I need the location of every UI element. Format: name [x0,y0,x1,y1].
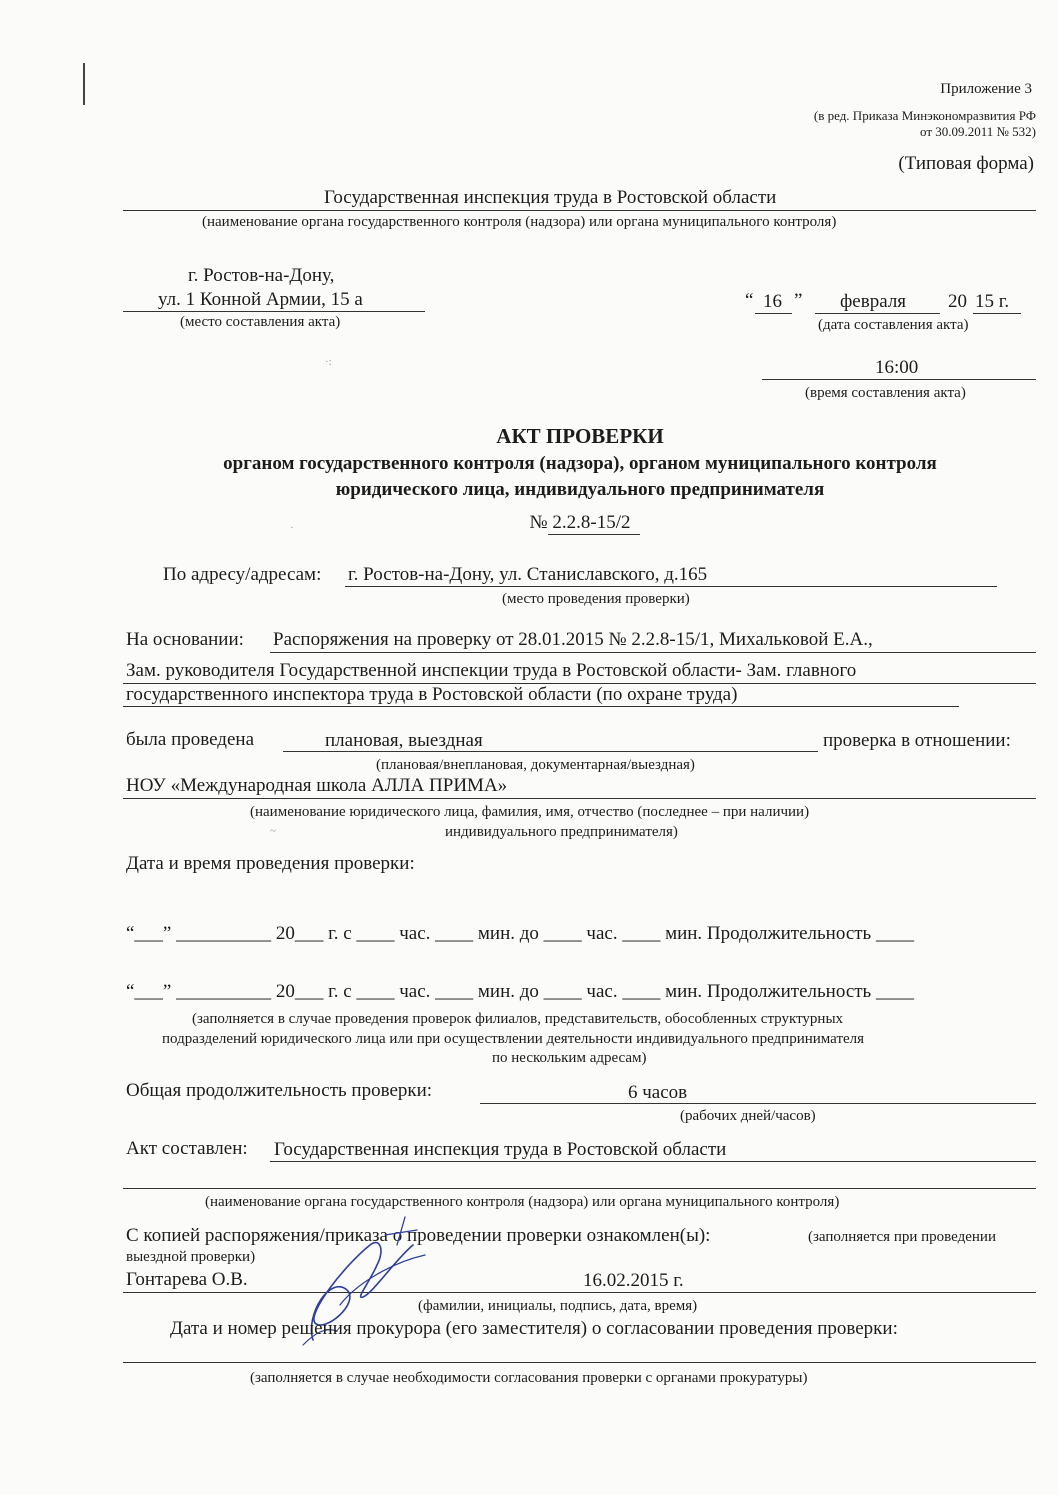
time-value: 16:00 [875,357,919,378]
entity-caption-line1: (наименование юридического лица, фамилия, имя, отчество (последнее – при наличии) [250,804,810,820]
date-year-prefix: 20 [948,291,967,312]
date-close-quote: ” [794,290,803,311]
acquainted-name: Гонтарева О.В. [126,1269,248,1290]
compiled-value: Государственная инспекция труда в Ростовской области [274,1139,727,1160]
compiled-underline1 [270,1161,1036,1162]
date-month-underline [815,313,940,314]
inspection-datetime-row1: “___” __________ 20___ г. с ____ час. ____ мин. до ____ час. ____ мин. Продолжительность ____ [126,923,914,944]
edition-note-line1: (в ред. Приказа Минэкономразвития РФ [813,108,1036,123]
scan-artifact-dot: · [290,522,294,534]
date-month: февраля [840,291,907,312]
inspection-datetime-label: Дата и время проведения проверки: [126,853,415,874]
date-day: 16 [763,291,782,312]
time-caption: (время составления акта) [805,385,966,401]
address-underline [345,586,997,587]
document-number: № 2.2.8-15/2 [529,512,631,533]
duration-label: Общая продолжительность проверки: [126,1080,433,1101]
date-year-suffix: 15 г. [975,291,1010,312]
inspection-datetime-row2: “___” __________ 20___ г. с ____ час. ____ мин. до ____ час. ____ мин. Продолжительность ____ [126,981,914,1002]
time-underline [762,379,1036,380]
date-day-underline [755,313,792,314]
acquainted-caption: (фамилии, инициалы, подпись, дата, время) [418,1298,698,1314]
basis-line1: Распоряжения на проверку от 28.01.2015 № 2.2.8-15/1, Михальковой Е.А., [273,629,873,650]
compiled-underline2 [123,1188,1036,1189]
compiled-caption: (наименование органа государственного контроля (надзора) или органа муниципального контроля) [205,1194,840,1210]
duration-underline [480,1103,1036,1104]
prosecutor-caption: (заполняется в случае необходимости согласования проверки с органами прокуратуры) [250,1370,808,1386]
date-open-quote: “ [745,290,754,311]
document-title: АКТ ПРОВЕРКИ [496,424,664,448]
inspection-label: была проведена [126,729,255,750]
inspected-entity-underline [123,798,1036,799]
date-caption: (дата составления акта) [818,317,969,333]
basis-underline3 [123,706,959,707]
prosecutor-line: Дата и номер решения прокурора (его заместителя) о согласовании проведения проверки: [170,1318,898,1339]
duration-value: 6 часов [628,1082,688,1103]
form-type-label: (Типовая форма) [898,153,1034,174]
scan-artifact-dot: ·: [325,356,332,368]
place-underline [123,311,425,312]
edition-note-line2: от 30.09.2011 № 532) [919,124,1036,139]
address-value: г. Ростов-на-Дону, ул. Станиславского, д.165 [348,564,708,585]
inspection-type-caption: (плановая/внеплановая, документарная/выездная) [376,757,695,773]
acquainted-note-a: (заполняется при проведении [808,1229,996,1245]
authority-caption: (наименование органа государственного контроля (надзора) или органа муниципального контроля) [202,214,837,230]
place-caption: (место составления акта) [180,314,341,330]
basis-underline1 [270,652,1036,653]
basis-line2: Зам. руководителя Государственной инспекции труда в Ростовской области- Зам. главного [126,660,857,681]
basis-line3: государственного инспектора труда в Ростовской области (по охране труда) [126,684,738,705]
duration-caption: (рабочих дней/часов) [680,1108,816,1124]
scan-artifact-dot: ~ [270,825,276,837]
basis-label: На основании: [126,629,244,650]
address-caption: (место проведения проверки) [502,591,690,607]
datetime-note-line2: подразделений юридического лица или при осуществлении деятельности индивидуального предпринимателя [162,1031,865,1047]
date-year-underline [973,313,1021,314]
acquainted-underline [123,1292,1036,1293]
document-number-underline [548,534,640,535]
acquainted-note-b: выездной проверки) [126,1249,256,1265]
authority-underline [123,210,1036,211]
document-subtitle-line1: органом государственного контроля (надзора), органом муниципального контроля [223,453,937,474]
inspected-entity: НОУ «Международная школа АЛЛА ПРИМА» [126,775,508,796]
compiled-label: Акт составлен: [126,1138,248,1159]
address-label: По адресу/адресам: [163,564,322,585]
place-line1: г. Ростов-на-Дону, [188,265,335,286]
acquainted-date: 16.02.2015 г. [583,1270,684,1291]
authority-name: Государственная инспекция труда в Ростовской области [324,187,777,208]
prosecutor-underline [123,1362,1036,1363]
scan-artifact-mark [83,63,85,105]
inspection-type-underline [283,751,818,752]
place-line2: ул. 1 Конной Армии, 15 а [158,289,363,310]
acquainted-label: С копией распоряжения/приказа о проведении проверки ознакомлен(ы): [126,1225,711,1246]
datetime-note-line3: по нескольким адресам) [492,1050,647,1066]
entity-caption-line2: индивидуального предпринимателя) [445,824,678,840]
inspection-suffix: проверка в отношении: [823,730,1011,751]
appendix-label: Приложение 3 [940,81,1032,97]
document-subtitle-line2: юридического лица, индивидуального предпринимателя [335,479,825,500]
datetime-note-line1: (заполняется в случае проведения проверок филиалов, представительств, обособленных структурных [192,1011,844,1027]
inspection-type: плановая, выездная [325,730,483,751]
